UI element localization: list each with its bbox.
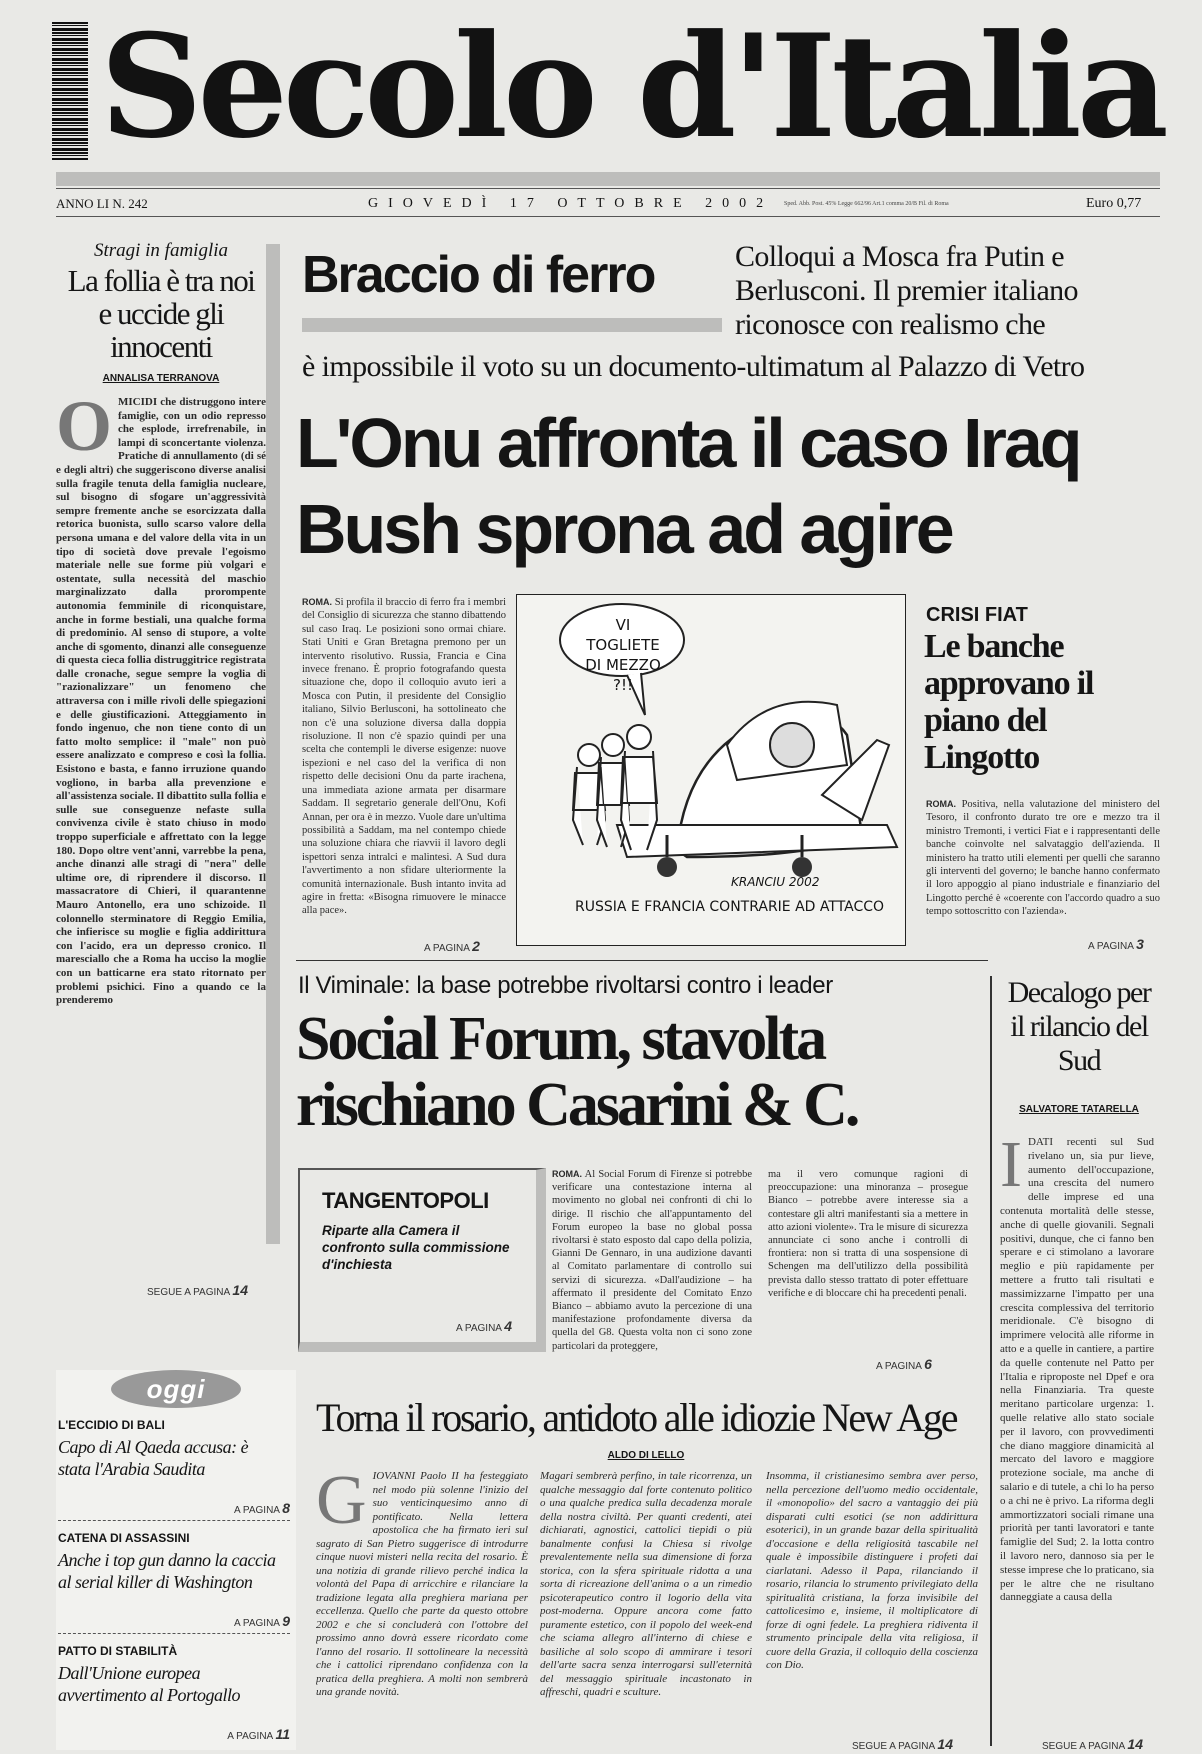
left-continue: SEGUE A PAGINA 14	[147, 1282, 248, 1298]
sf-page-ref: A PAGINA 6	[876, 1356, 932, 1372]
cartoon-signature: KRANCIU 2002	[731, 875, 820, 889]
sf-body-col1: ROMA. Al Social Forum di Firenze si potrebbe verificare una contestazione interna al movimento no global nei confronti di chi lo dirige. Il rischio che all'appuntamento del Forum europeo la base no global possa rivoltarsi è stato esposto dal capo della polizia, Gianni De Gennaro, in una audizione davanti al Comitato parlamentare di controllo sui servizi di sicurezza. «Dall'audizione – ha affermato il presidente del Comitato Enzo Bianco – abbiamo avuto la percezione di una manifestazione profondamente diversa da quella del G8. Questa volta non ci sono zone particolari da proteggere,	[552, 1169, 752, 1352]
oggi-label: oggi	[111, 1370, 241, 1408]
masthead-rule-bottom	[56, 216, 1160, 217]
cartoon-drawing	[517, 595, 905, 945]
masthead-rule-top	[56, 188, 1160, 189]
tangentopoli-text: Riparte alla Camera il confronto sulla commissione d'inchiesta	[322, 1223, 510, 1272]
tangentopoli-page-ref: A PAGINA 4	[456, 1318, 512, 1334]
issue-number: ANNO LI N. 242	[56, 196, 148, 211]
lead-deck: Colloqui a Mosca fra Putin e Berlusconi. Il premier italiano riconosce con realismo che	[735, 240, 1078, 341]
lead-headline-2: Bush sprona ad agire	[296, 490, 952, 568]
masthead-title: Secolo d'Italia	[100, 4, 1164, 170]
oggi-item: CATENA DI ASSASSINI Anche i top gun danno la caccia al serial killer di Washington A PAGINA 9	[58, 1531, 290, 1634]
oggi-item: L'ECCIDIO DI BALI Capo di Al Qaeda accusa: è stata l'Arabia Saudita A PAGINA 8	[58, 1418, 290, 1521]
tangentopoli-title: TANGENTOPOLI	[322, 1188, 489, 1213]
lead-deck2: è impossibile il voto su un documento-ultimatum al Palazzo di Vetro	[302, 350, 1085, 383]
barcode	[52, 22, 88, 160]
left-column-bar	[266, 244, 280, 1244]
left-headline: La follia è tra noi e uccide gli innocenti	[67, 263, 255, 364]
rosario-dropcap: G	[316, 1470, 367, 1539]
decalogo-headline: Decalogo per il rilancio del Sud	[1007, 976, 1151, 1077]
sf-top-rule	[296, 960, 988, 961]
fiat-kicker: CRISI FIAT	[926, 604, 1028, 626]
oggi-item: PATTO DI STABILITÀ Dall'Unione europea avvertimento al Portogallo A PAGINA 11	[58, 1644, 290, 1742]
sf-body-col2: ma il vero comunque ragioni di preoccupazione: una minoranza – prosegue Bianco – potrebbe avere interesse sia a contestare gli altri manifestanti sia a mettere in atto azioni violente». Tra le misure di sicurezza annunciate ci sono anche i controlli di frontiera: non si tratta di una sospensione di Schengen ma dell'utilizzo della possibilità prevista dallo stesso trattato di poter effettuare verifiche e di bloccare chi ha precedenti penali.	[768, 1169, 968, 1299]
sf-kicker: Il Viminale: la base potrebbe rivoltarsi contro i leader	[298, 972, 833, 999]
fiat-headline: Le banche approvano il piano del Lingotto	[924, 628, 1094, 776]
fiat-body: ROMA. Positiva, nella valutazione del ministero del Tesoro, il confronto durato tre ore e mezzo tra il ministro Tremonti, i vertici Fiat e i rappresentanti delle banche coinvolte nel salvataggio dell'azienda. Il ministero ha tratto utili elementi per quelli che saranno gli interventi del governo; le banche hanno confermato il loro appoggio al piano industriale e finanziario del Lingotto perché è «coerente con l'accordo quadro a suo tempo sottoscritto con l'azienda».	[926, 799, 1160, 918]
rosario-col2: Magari sembrerà perfino, in tale ricorrenza, un qualche messaggio dal forte contenuto politico o una qualche predica sulla decadenza morale della nostra civiltà. Per quanti credenti, atei dichiarati, agnostici, cattolici tiepidi o più banalmente confusi la Chiesa si rivolge prevalentemente nella sua dimensione di forza storica, con la sfera spirituale ridotta a una sorta di ricreazione dell'anima o a un rimedio psicoterapeutico contro il logorio della vita post-moderna. Oppure ancora come fatto puramente estetico, con il popolo del week-end che sciama allegro all'interno di chiese e basiliche al solo scopo di ammirare i tesori dell'arte sacra senza interrogarsi sull'eternità del messaggio spirituale incastonato in affreschi, quadri e sculture.	[540, 1470, 752, 1698]
decalogo-author: SALVATORE TATARELLA	[1019, 1104, 1139, 1115]
cartoon-speech: VI TOGLIETE DI MEZZO ?!!	[585, 616, 661, 694]
oggi-box	[56, 1370, 296, 1750]
decalogo-dropcap: I	[1000, 1136, 1022, 1201]
masthead-bar	[56, 172, 1160, 186]
tangentopoli-box	[298, 1168, 546, 1352]
left-kicker: Stragi in famiglia	[93, 240, 229, 261]
cartoon	[516, 594, 906, 946]
left-dropcap: O	[56, 396, 113, 466]
rosario-continue: SEGUE A PAGINA 14	[852, 1736, 953, 1752]
cartoon-caption: RUSSIA E FRANCIA CONTRARIE AD ATTACCO	[575, 899, 885, 915]
postal-info: Sped. Abb. Post. 45% Legge 662/96 Art.1 comma 20/B Fil. di Roma	[784, 201, 949, 207]
decalogo-left-rule	[990, 976, 992, 1746]
left-column	[56, 236, 266, 1346]
rosario-author: ALDO DI LELLO	[607, 1450, 685, 1461]
fiat-page-ref: A PAGINA 3	[1088, 936, 1144, 952]
decalogo-continue: SEGUE A PAGINA 14	[1042, 1736, 1143, 1752]
lead-headline-1: L'Onu affronta il caso Iraq	[296, 404, 1080, 482]
price: Euro 0,77	[1086, 196, 1142, 211]
lead-deck-bar	[302, 318, 722, 332]
left-body: O MICIDI che distruggono intere famiglie, con un odio represso che esplode, irrefrenabile, in lampi di sconcertante violenza. Pratiche di annullamento (di sé e degli altri) che suggeriscono diverse analisi sulla fragile tenuta della famiglia nucleare, sul bisogno di sfogare un'aggressività sempre fremente anche se esorcizzata dalla retorica buonista, sullo scarso valore della persona umana e del valore della vita in un tipo di società dove prevale l'egoismo materiale nelle sue forme più volgari e ostentate, sulla necessità del maschio marginalizzato dalla prorompente autonomia femminile di riconquistare, anche in forme bestiali, una qualche forma di predominio. Al senso di stupore, a volte anche di sgomento, dinanzi alle conseguenze di questa cieca follia distruggitrice registrata dalle cronache, segue sempre la voglia di "razionalizzare" un fenomeno che attraversa con i mille rivoli delle spiegazioni e delle giustificazioni. Atteggiamento in fondo ingenuo, che non tiene conto di un fatto molto semplice: il "male" non può essere analizzato e compreso e così la follia. Esistono e basta, e fanno irruzione quando vogliono, in barba alla prevenzione e all'assistenza sociale. Il dibattito sulla follia e sulle sue conseguenze nefaste sulla convivenza civile è stato chiuso in modo troppo superficiale e affrettato con la legge 180. Dopo oltre vent'anni, varrebbe la pena, anche dinanzi alle stragi di "nera" delle ultime ore, di riprendere il discorso. Il massacratore di Chieri, il quarantenne Mauro Antonello, era uno schizoide. Il colonnello sterminatore di Reggio Emilia, che infierisce su moglie e figlia addirittura con l'acido, era un depresso cronico. Il maresciallo che a Roma ha ucciso la moglie con un batticarne era stato ritornato per problemi psichici. Fino a quando ce la prenderemo	[56, 396, 266, 1007]
lead-body: ROMA. Si profila il braccio di ferro fra i membri del Consiglio di sicurezza che stanno dibattendo sul caso Iraq. Le posizioni sono ormai chiare. Stati Uniti e Gran Bretagna premono per un intervento risolutivo. Russia, Francia e Cina invece frenano. È proprio fotografando questa situazione che, dopo il colloquio avuto ieri a Mosca con Putin, il presidente del Consiglio italiano, Silvio Berlusconi, ha sottolineato che non c'è una soluzione diversa dalla doppia risoluzione. Il non c'è spazio quindi per una scelta che contempli le diverse esigenze: nuove ispezioni e nel caso del la verifica di non rispetto delle decisioni Onu da parte irachena, una immediata azione armata per disarmare Saddam. Il segretario generale dell'Onu, Kofi Annan, per ora è in mezzo. Vuole dare un'ultima possibilità a Saddam, ma nel contempo chiede una soluzione chiara che riavvii il lavoro degli ispettori senza intralci e malintesi. A Sud dura l'avvertimento a non sfidare ulteriormente la comunità internazionale. Bush intanto invita ad agire in fretta: «Bisogna rimuovere le minacce alla pace».	[302, 597, 506, 917]
decalogo-body: I DATI recenti sul Sud rivelano un, sia pur lieve, aumento dell'occupazione, una crescita del numero delle imprese ed una contenuta mortalità delle stesse, anche di quelle giovanili. Segnali positivi, dunque, che ci fanno ben sperare e ci stimolano a lavorare meglio e più rapidamente per mettere a frutto tali risultati e massimizzarne l'impatto per una crescita complessiva del territorio meridionale. C'è bisogno di imprimere velocità alle riforme in atto e a quelle in cantiere, a partire da quelle contenute nel Patto per l'Italia e riproposte nel Dpef e ora nella Finanziaria. Tra queste meritano particolare urgenza: 1. quelle relative allo stato sociale per il lavoro, con provvedimenti che diano maggiore dinamicità al mercato del lavoro e maggiore protezione sociale, ma anche di salario e di tutele, a chi lo ha perso o a chi ne è privo. La riforma degli ammortizzatori sociali rimane una priorità per tanti lavoratori e tante famiglie del Sud; 2. la lotta contro il lavoro nero, dannoso sia per le stesse imprese che lo praticano, sia per le altre che ne risultano danneggiate a causa della	[1000, 1136, 1154, 1604]
rosario-headline: Torna il rosario, antidoto alle idiozie New Age	[316, 1395, 957, 1440]
rosario-col1: G IOVANNI Paolo II ha festeggiato nel modo più solenne l'inizio del suo venticinquesimo anno di pontificato. Nella lettera apostolica che ha firmato ieri sul sagrato di San Pietro suggerisce di introdurre cinque nuovi misteri nella recita del rosario. È una notizia di grande rilievo perché indica la volontà del Papa di arricchire e rilanciare la tradizione legata alla preghiera mariana per eccellenza. Quello che parte da questo ottobre 2002 e che si concluderà con l'ottobre del prossimo anno dovrà essere ricordato come l'anno del rosario. Il sottolineare la necessità che i cattolici riprendano confidenza con la pratica della preghiera. A molti non sembrerà una grande novità.	[316, 1470, 528, 1698]
issue-date: GIOVEDÌ 17 OTTOBRE 2002	[368, 196, 774, 211]
left-author: ANNALISA TERRANOVA	[102, 373, 220, 384]
lead-kicker: Braccio di ferro	[302, 246, 655, 304]
rosario-col3: Insomma, il cristianesimo sembra aver perso, nella percezione dell'uomo medio occidentale, il «monopolio» del sacro a vantaggio dei più disparati culti esotici (se non addirittura esoterici), in un grande bazar della spiritualità d'occasione e della religiosità tascabile nel quale è impossibile distinguere i profeti dai ciarlatani. Adesso il Papa, rilanciando il rosario, rilancia lo strumento privilegiato della spiritualità cristiana, la forza invisibile del cattolicesimo e, insieme, il moltiplicatore di forze di ogni fedele. La preghiera ridiventa il strumento principale della vita religiosa, il cuore della Grazia, il colloquio della coscienza con Dio.	[766, 1470, 978, 1671]
sf-headline: Social Forum, stavolta rischiano Casarini & C.	[296, 1005, 858, 1139]
lead-page-ref: A PAGINA 2	[424, 938, 480, 954]
